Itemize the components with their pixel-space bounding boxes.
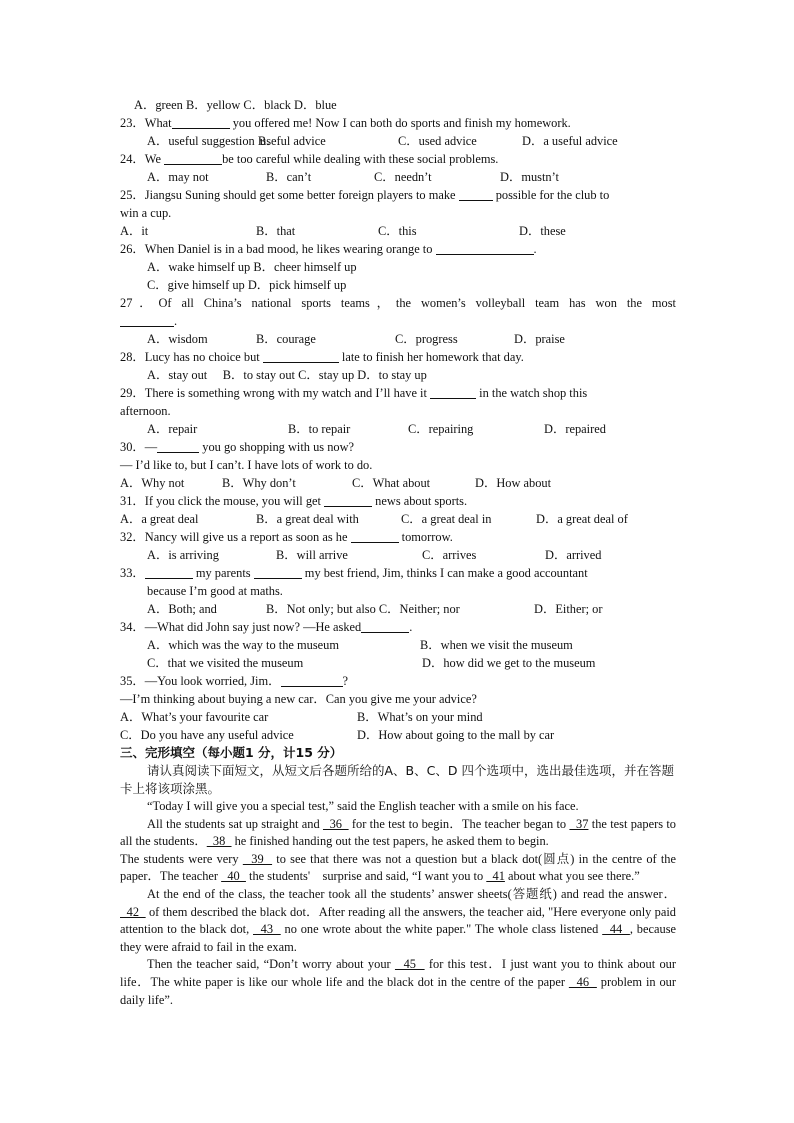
- answer-blank: [164, 151, 222, 165]
- option-c: C．used advice: [398, 134, 477, 148]
- q30-stem: 30．— you go shopping with us now?: [120, 440, 355, 454]
- answer-blank: [263, 349, 339, 363]
- q27-stem-cont: .: [120, 312, 676, 330]
- option-b: useful advice: [260, 134, 326, 148]
- answer-blank: [351, 529, 399, 543]
- cloze-blank-45: 45: [394, 957, 425, 972]
- q35-reply: —I’m thinking about buying a new car．Can you give me your advice?: [120, 692, 477, 706]
- q33-stem: 33． my parents my best friend, Jim, thinks I can make a good accountant: [120, 566, 588, 580]
- q25-stem-cont: win a cup.: [120, 206, 172, 220]
- q25-options: A．it B．that C．this D．these: [120, 224, 566, 238]
- answer-blank: [361, 619, 409, 633]
- answer-blank: [281, 673, 343, 687]
- passage-paragraph: The students were very 39 to see that there was not a question but a black dot(圆点) in the centre of the paper．The teacher 40 the students' surprise and said, “I want you to 41 about what you see there.”: [120, 851, 676, 884]
- q28-stem: 28．Lucy has no choice but late to finish her homework that day.: [120, 350, 524, 364]
- cloze-blank-39: 39: [242, 851, 273, 866]
- answer-blank: [120, 313, 174, 327]
- cloze-blank-40: 40: [221, 869, 246, 884]
- exam-page: [120, 96, 676, 1009]
- answer-blank: [172, 115, 230, 129]
- answer-blank: [459, 187, 493, 201]
- cloze-blank-37: 37: [569, 816, 589, 831]
- passage-paragraph: All the students sat up straight and 36 for the test to begin．The teacher began to 37 the test papers to all the students． 38 he finished handing out the test papers, he asked them to begin.: [120, 816, 676, 849]
- cloze-blank-44: 44: [602, 922, 630, 937]
- q24-options: A．may not B．can’t C．needn’t D．mustn’t: [147, 170, 559, 184]
- cloze-blank-38: 38: [206, 834, 232, 849]
- q35-stem: 35．—You look worried, Jim． ?: [120, 674, 349, 688]
- q26-options-ab: A．wake himself up B．cheer himself up: [147, 260, 357, 274]
- q24-stem: 24．We be too careful while dealing with these social problems.: [120, 152, 499, 166]
- q26-stem: 26．When Daniel is in a bad mood, he likes wearing orange to .: [120, 242, 537, 256]
- q34-options-ab: A．which was the way to the museum B．when we visit the museum: [147, 638, 573, 652]
- passage-paragraph: Then the teacher said, “Don’t worry about your 45 for this test．I just want you to think about our life．The white paper is like our whole life and the black dot in the centre of the paper 46 problem in our daily life”.: [120, 957, 677, 1007]
- cloze-blank-43: 43: [253, 922, 281, 937]
- option-d: D．a useful advice: [522, 134, 618, 148]
- answer-blank: [145, 565, 193, 579]
- q34-stem: 34．—What did John say just now? —He asked .: [120, 620, 413, 634]
- q31-options: A．a great deal B．a great deal with C．a great deal in D．a great deal of: [120, 512, 628, 526]
- q29-stem: 29．There is something wrong with my watch and I’ll have it in the watch shop this: [120, 386, 588, 400]
- q32-stem: 32．Nancy will give us a report as soon as he tomorrow.: [120, 530, 453, 544]
- q22-options: A．green B．yellow C．black D．blue: [134, 98, 337, 112]
- cloze-blank-36: 36: [322, 816, 349, 831]
- q28-options: A．stay out B．to stay out C．stay up D．to stay up: [147, 368, 427, 382]
- q34-options-cd: C．that we visited the museum D．how did we get to the museum: [147, 656, 596, 670]
- passage-paragraph: At the end of the class, the teacher took all the students’ answer sheets(答题纸) and read the answer． 42 of them described the black dot．After reading all the answers, the teacher aid, "Here everyone only paid attention to the black dot, 43 no one wrote about the white paper." The whole class listened 44 , because they were afraid to fail in the exam.: [120, 886, 677, 954]
- cloze-blank-42: 42: [120, 904, 146, 919]
- passage-paragraph: “Today I will give you a special test,” said the English teacher with a smile on his face.: [147, 799, 579, 813]
- answer-blank: [430, 385, 476, 399]
- answer-blank: [157, 439, 199, 453]
- q23-stem: 23．What you offered me! Now I can both do sports and finish my homework.: [120, 116, 571, 130]
- answer-blank: [254, 565, 302, 579]
- section-instruction: 请认真阅读下面短文，从短文后各题所给的A、B、C、D 四个选项中，选出最佳选项，并在答题卡上将该项涂黑。: [120, 763, 674, 796]
- q32-options: A．is arriving B．will arrive C．arrives D．arrived: [147, 548, 602, 562]
- q33-stem-cont: because I’m good at maths.: [147, 584, 283, 598]
- cloze-blank-41: 41: [486, 869, 505, 884]
- q31-stem: 31．If you click the mouse, you will get news about sports.: [120, 494, 468, 508]
- q30-reply: — I’d like to, but I can’t. I have lots of work to do.: [120, 458, 373, 472]
- q35-options-cd: C．Do you have any useful advice D．How about going to the mall by car: [120, 728, 555, 742]
- answer-blank: [324, 493, 372, 507]
- q27-stem: 27．Of all China’s national sports teams，the women’s volleyball team has won the most: [120, 296, 676, 310]
- cloze-blank-46: 46: [568, 974, 597, 989]
- q35-options-ab: A．What’s your favourite car B．What’s on your mind: [120, 710, 483, 724]
- q29-options: A．repair B．to repair C．repairing D．repaired: [147, 422, 606, 436]
- answer-blank: [436, 241, 534, 255]
- q30-options: A．Why not B．Why don’t C．What about D．How about: [120, 476, 552, 490]
- option-a: A．useful suggestion B．: [147, 134, 279, 148]
- q26-options-cd: C．give himself up D．pick himself up: [147, 278, 347, 292]
- q33-options: A．Both; and B．Not only; but also C．Neither; nor D．Either; or: [147, 602, 603, 616]
- q25-stem: 25．Jiangsu Suning should get some better foreign players to make possible for the club to: [120, 188, 610, 202]
- q29-stem-cont: afternoon.: [120, 404, 171, 418]
- q23-options: [120, 132, 676, 150]
- section-title: 三、完形填空（每小题1 分，计15 分）: [120, 745, 343, 760]
- q27-options: A．wisdom B．courage C．progress D．praise: [147, 332, 565, 346]
